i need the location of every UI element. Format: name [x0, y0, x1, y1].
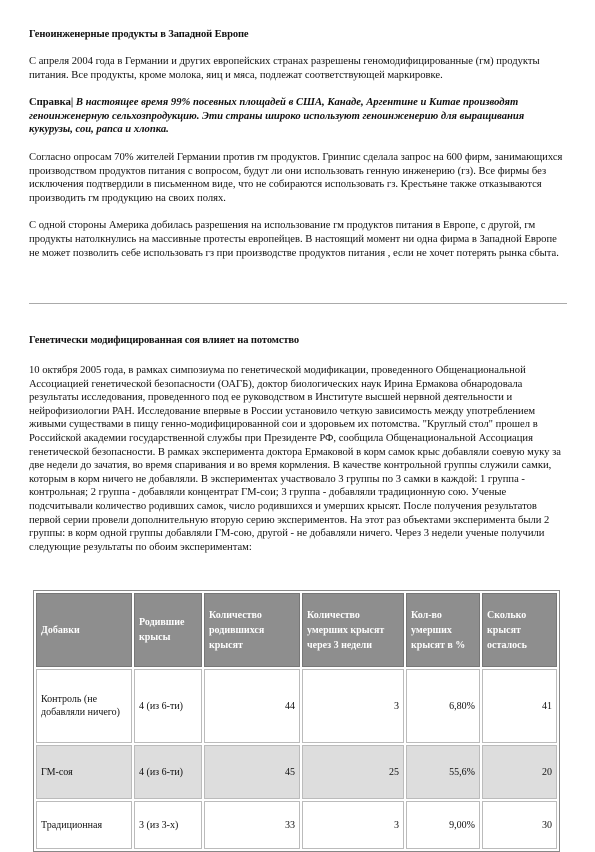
table-cell: 9,00% [406, 801, 480, 849]
table-cell: Традиционная [36, 801, 132, 849]
table-cell: 41 [482, 669, 557, 743]
paragraph-survey: Согласно опросам 70% жителей Германии против гм продуктов. Гринпис сделала запрос на 600 фирм, занимающихся производством продуктов питания с вопросом, будут ли они использовать генную инженерию (гз). Все фирмы без исключения подтвердили в письменном виде, что не собираются использовать гз. Крестьяне также отказываются производить гм продукцию на своих полях. [29, 151, 563, 204]
table-cell: 25 [302, 745, 404, 799]
table-cell: 33 [204, 801, 300, 849]
column-header: Сколько крысят осталось [482, 593, 557, 667]
paragraph-labeling: С апреля 2004 года в Германии и других европейских странах разрешены геномодифицированные (гм) продукты питания. Все продукты, кроме молока, яиц и мяса, подлежат соответствующей маркировке. [29, 56, 540, 81]
results-table [33, 590, 560, 852]
table-cell: 4 (из 6-ти) [134, 745, 202, 799]
column-header: Добавки [36, 593, 132, 667]
column-header: Количество умерших крысят через 3 недели [302, 593, 404, 667]
table-cell: 3 (из 3-х) [134, 801, 202, 849]
table-cell: 30 [482, 801, 557, 849]
section-divider [29, 303, 567, 304]
column-header: Родившие крысы [134, 593, 202, 667]
table-header-row [36, 593, 557, 667]
table-row [36, 745, 557, 799]
table-cell: 44 [204, 669, 300, 743]
table-row [36, 669, 557, 743]
table-cell: 3 [302, 669, 404, 743]
paragraph-america: С одной стороны Америка добилась разрешения на использование гм продуктов питания в Европе, с другой, гм продукты натолкнулись на массивные протесты европейцев. В настоящий момент ни одна фирма в Западной Европе не может позволить себе использовать гз при производстве продуктов питания , если не хочет потерять рынка сбыта. [29, 220, 559, 259]
section-title: Генетически модифицированная соя влияет на потомство [29, 335, 300, 346]
table-cell: 20 [482, 745, 557, 799]
table-cell: 4 (из 6-ти) [134, 669, 202, 743]
table-cell: 45 [204, 745, 300, 799]
section-gm-soy [29, 334, 569, 554]
table-cell: Контроль (не добавляли ничего) [36, 669, 132, 743]
section-geno-products [29, 28, 569, 274]
table-cell: 6,80% [406, 669, 480, 743]
note-paragraph [29, 96, 569, 137]
note-label: Справка| [29, 97, 74, 109]
table-cell: 3 [302, 801, 404, 849]
column-header: Количество родившихся крысят [204, 593, 300, 667]
section-title: Геноинженерные продукты в Западной Европе [29, 29, 249, 40]
note-text: В настоящее время 99% посевных площадей в США, Канаде, Аргентине и Китае производят геноинженерную сельхозпродукцию. Эти страны широко используют геноинженерию для выращивания кукурузы, сои, рапса и хлопка. [29, 97, 525, 136]
paragraph-experiment: 10 октября 2005 года, в рамках симпозиума по генетической модификации, проведенного Общенациональной Ассоциацией генетической безопасности (ОАГБ), доктор биологических наук Ирина Ермакова обнародовала результаты исследования, проведенного под ее руководством в Институте высшей нервной деятельности и нейрофизиологии РАН. Исследование впервые в России установило четкую зависимость между употреблением живыми существами в пищу генно-модифицированной сои и здоровьем их потомства. "Круглый стол" прошел в Российской академии государственной службы при Президенте РФ, сообщила Общенациональной Ассоциация генетической безопасности. В рамках эксперимента доктора Ермаковой в корм самок крыс добавляли соевую муку за две недели до зачатия, во время спаривания и во время кормления. В качестве контрольной группы служили самки, которым в корм ничего не добавляли. В экспериментах участвовало 3 группы по 3 самки в каждой: 1 группа - контрольная; 2 группа - добавляли концентрат ГМ-сои; 3 группа - добавляли традиционную сою. Ученые подсчитывали количество родивших самок, число родившихся и умерших крысят. После получения результатов первой серии провели дополнительную вторую серию экспериментов. На этот раз объектами эксперимента были 2 группы: в корм одной группы добавляли ГМ-сою, другой - не добавляли ничего. Через 3 недели ученые получили следующие результаты по обоим экспериментам: [29, 365, 561, 553]
table-cell: ГМ-соя [36, 745, 132, 799]
column-header: Кол-во умерших крысят в % [406, 593, 480, 667]
table-cell: 55,6% [406, 745, 480, 799]
